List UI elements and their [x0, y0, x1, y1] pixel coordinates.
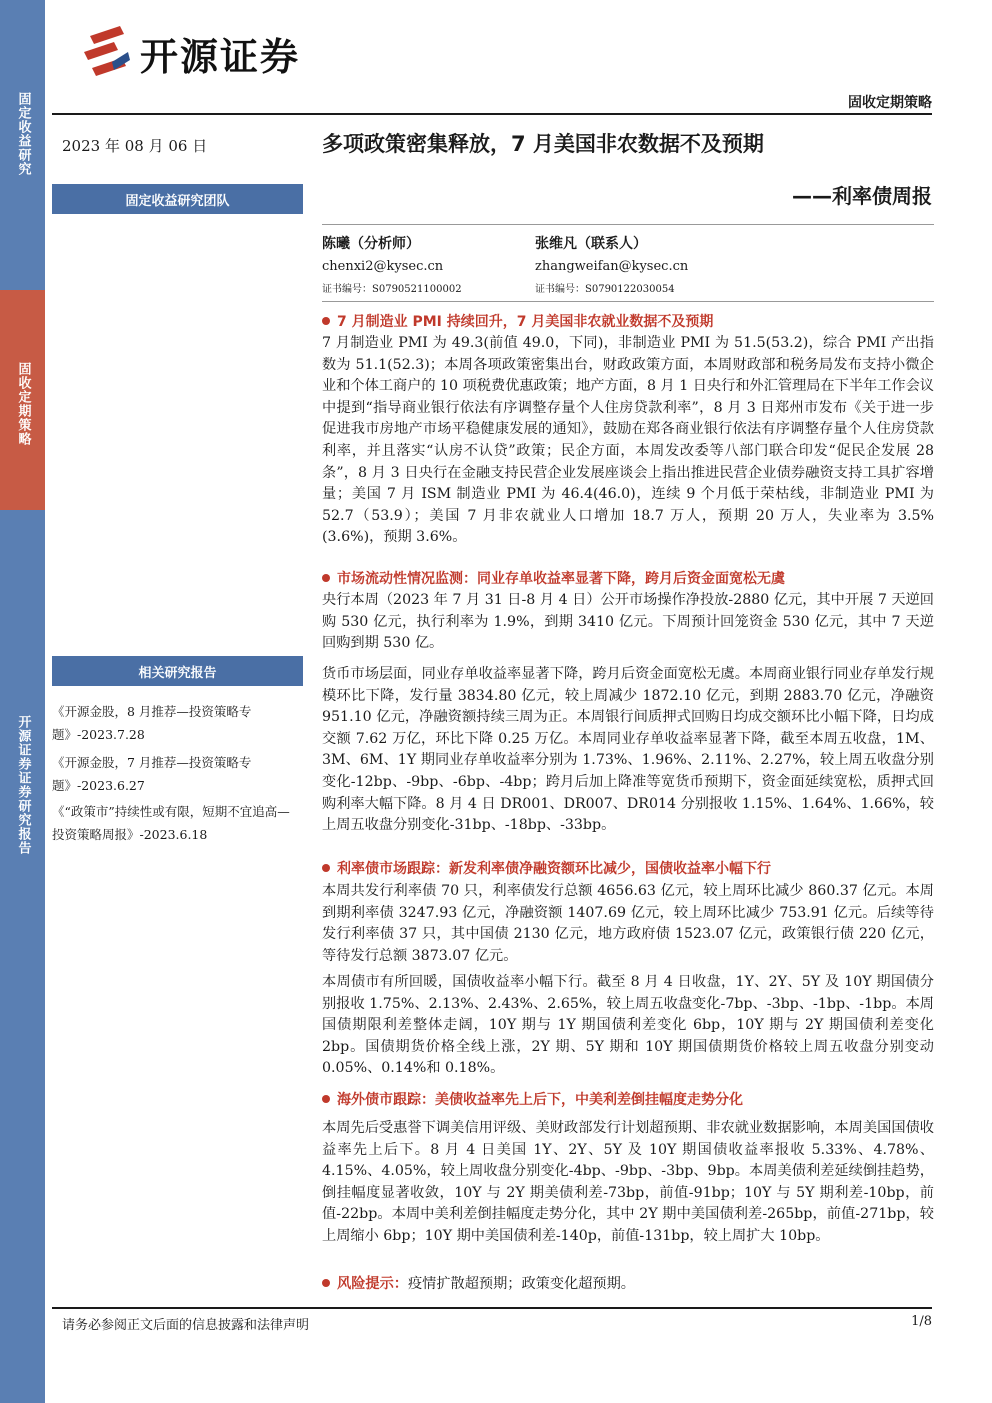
sidebar-bottom-label: 开源证券证券研究报告: [15, 715, 31, 855]
analyst-name: 陈曦（分析师）: [322, 236, 420, 252]
analyst-cert: 证书编号：S0790122030054: [535, 284, 675, 295]
sidebar-mid-band: [0, 290, 45, 510]
sidebar-top-label: 固定收益研究: [15, 92, 31, 176]
bullet-dot-icon: [322, 1279, 330, 1287]
section-title: 市场流动性情况监测：同业存单收益率显著下降，跨月后资金面宽松无虞: [322, 568, 785, 588]
analyst-name: 张维凡（联系人）: [535, 236, 647, 252]
related-item[interactable]: 《“政策市”持续性或有限，短期不宜追高—投资策略周报》-2023.6.18: [52, 804, 290, 842]
related-item[interactable]: 《开源金股，7 月推荐—投资策略专题》-2023.6.27: [52, 755, 252, 793]
related-heading: 相关研究报告: [52, 656, 303, 686]
page-subtitle: ——利率债周报: [792, 184, 932, 208]
sidebar-bottom-band: [0, 510, 45, 1403]
analyst-email[interactable]: chenxi2@kysec.cn: [322, 259, 444, 274]
open-source-securities-logo-mark: [82, 22, 132, 84]
section-paragraph: 本周共发行利率债 70 只，利率债发行总额 4656.63 亿元，较上周环比减少 860.37 亿元。本周到期利率债 3247.93 亿元，净融资额 1407.69 亿元，较上周环比减少 753.91 亿元。后续等待发行利率债 37 只，其中国债 2130 亿元，地方政府债 1523.07 亿元，政策银行债 220 亿元，等待发行总额 3873.07 亿元。: [322, 883, 934, 964]
risk-note: [322, 1273, 635, 1293]
analyst-email[interactable]: zhangweifan@kysec.cn: [535, 259, 689, 274]
sidebar-mid-label: 固收定期策略: [15, 362, 31, 446]
section-paragraph: 本周先后受惠誉下调美信用评级、美财政部发行计划超预期、非农就业数据影响，本周美国国债收益率先上后下。8 月 4 日美国 1Y、2Y、5Y 及 10Y 期国债收益率报收 5.33%、4.78%、4.15%、4.05%，较上周收盘分别变化-4bp、-9bp、-3bp、9bp。本周美债利差延续倒挂趋势，倒挂幅度显著收敛，10Y 与 2Y 期美债利差-73bp，前值-91bp；10Y 与 5Y 期利差-10bp，前值-22bp。本周中美利差倒挂幅度走势分化，其中 2Y 期中美国债利差-265bp，前值-271bp，较上周缩小 6bp；10Y 期中美国债利差-140p，前值-131bp，较上周扩大 10bp。: [322, 1120, 934, 1244]
page-number: 1/8: [911, 1314, 932, 1329]
analyst-2: [535, 233, 785, 295]
analyst-top-rule: [322, 224, 934, 225]
analyst-1: [322, 233, 522, 295]
bullet-dot-icon: [322, 317, 330, 325]
section-title: 海外债市跟踪：美债收益率先上后下，中美利差倒挂幅度走势分化: [322, 1089, 743, 1109]
risk-text: 疫情扩散超预期；政策变化超预期。: [407, 1276, 635, 1292]
report-category: 固收定期策略: [848, 95, 932, 111]
analyst-cert: 证书编号：S0790521100002: [322, 284, 462, 295]
logo-text: 开源证券: [140, 34, 301, 79]
section-paragraph: 央行本周（2023 年 7 月 31 日-8 月 4 日）公开市场操作净投放-2880 亿元，其中开展 7 天逆回购 530 亿元，执行利率为 1.9%，到期 3410 亿元。下周预计回笼资金 530 亿元，其中 7 天逆回购到期 530 亿。: [322, 592, 934, 652]
bullet-dot-icon: [322, 864, 330, 872]
section-title: 利率债市场跟踪：新发利率债净融资额环比减少，国债收益率小幅下行: [322, 858, 771, 878]
header-rule: [52, 113, 932, 115]
section-paragraph: 7 月制造业 PMI 为 49.3(前值 49.0，下同)，非制造业 PMI 为 51.5(53.2)，综合 PMI 产出指数为 51.1(52.3)；本周各项政策密集出台，财政政策方面，本周财政部和税务局发布支持小微企业和个体工商户的 10 项税费优惠政策；地产方面，8 月 1 日央行和外汇管理局在下半年工作会议中提到“指导商业银行依法有序调整存量个人住房贷款利率”，8 月 3 日郑州市发布《关于进一步促进我市房地产市场平稳健康发展的通知》，鼓励在郑各商业银行依法有序调整存量个人住房贷款利率，并且落实“认房不认贷”政策；民企方面，本周发改委等八部门联合印发“促民企发展 28 条”，8 月 3 日央行在金融支持民营企业发展座谈会上指出推进民营企业债券融资支持工具扩容增量；美国 7 月 ISM 制造业 PMI 为 46.4(46.0)，连续 9 个月低于荣枯线，非制造业 PMI 为 52.7（53.9）；美国 7 月非农就业人口增加 18.7 万人，预期 20 万人，失业率为 3.5%(3.6%)，预期 3.6%。: [322, 335, 934, 546]
report-date: 2023 年 08 月 06 日: [62, 137, 208, 155]
team-box: 固定收益研究团队: [52, 184, 303, 214]
logo: [82, 22, 300, 84]
analyst-bottom-rule: [322, 301, 934, 302]
section-paragraph: 本周债市有所回暖，国债收益率小幅下行。截至 8 月 4 日收盘，1Y、2Y、5Y 及 10Y 期国债分别报收 1.75%、2.13%、2.43%、2.65%，较上周五收盘变化-7bp、-3bp、-1bp、-1bp。本周国债期限利差整体走阔，10Y 期与 1Y 期国债利差变化 6bp，10Y 期与 2Y 期国债利差变化 2bp。国债期货价格全线上涨，2Y 期、5Y 期和 10Y 期国债期货价格较上周五收盘分别变动 0.05%、0.14%和 0.18%。: [322, 974, 934, 1077]
bullet-dot-icon: [322, 574, 330, 582]
bullet-dot-icon: [322, 1095, 330, 1103]
related-item[interactable]: 《开源金股，8 月推荐—投资策略专题》-2023.7.28: [52, 704, 252, 742]
sidebar-top-band: [0, 0, 45, 290]
risk-label: 风险提示：: [337, 1276, 408, 1292]
section-paragraph: 货币市场层面，同业存单收益率显著下降，跨月后资金面宽松无虞。本周商业银行同业存单发行规模环比下降，发行量 3834.80 亿元，较上周减少 1872.10 亿元，到期 2883.70 亿元，净融资 951.10 亿元，净融资额持续三周为正。本周银行间质押式回购日均成交额环比小幅下降，日均成交额 7.62 万亿，环比下降 0.25 万亿。本周同业存单收益率显著下降，截至本周五收盘，1M、3M、6M、1Y 期同业存单收益率分别为 1.73%、1.96%、2.11%、2.27%，较上周五收盘分别变化-12bp、-9bp、-6bp、-4bp；跨月后加上降准等宽货币预期下，资金面延续宽松，质押式回购利率大幅下降。8 月 4 日 DR001、DR007、DR014 分别报收 1.15%、1.64%、1.66%，较上周五收盘分别变化-31bp、-18bp、-33bp。: [322, 666, 934, 834]
footer-rule: [52, 1307, 932, 1309]
footer-disclaimer: 请务必参阅正文后面的信息披露和法律声明: [62, 1318, 310, 1333]
section-title: 7 月制造业 PMI 持续回升，7 月美国非农就业数据不及预期: [322, 311, 713, 331]
page-title: 多项政策密集释放，7 月美国非农数据不及预期: [322, 132, 764, 156]
